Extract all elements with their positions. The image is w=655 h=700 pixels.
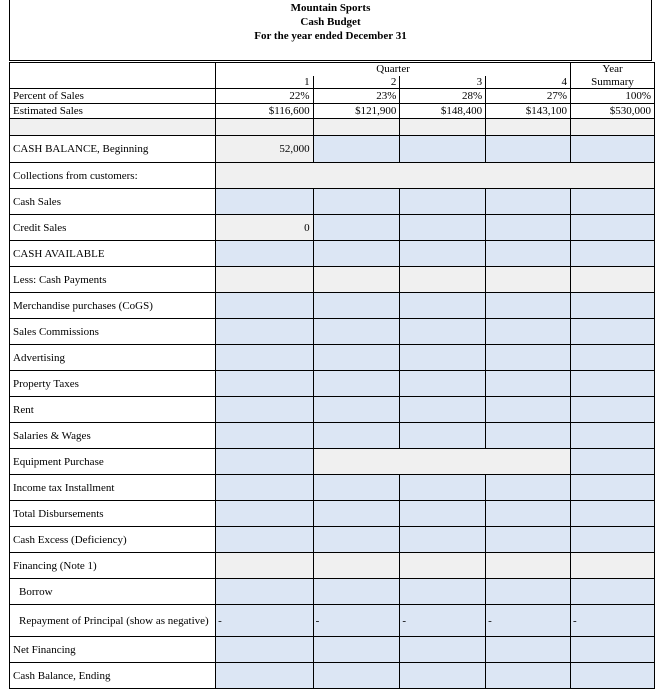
cash-ending-q3[interactable] [400, 663, 486, 689]
equipment-q1[interactable] [216, 449, 313, 475]
less-payments-row [10, 267, 655, 293]
cash-available-year[interactable] [571, 241, 655, 267]
income-tax-q2[interactable] [313, 475, 400, 501]
cash-ending-q2[interactable] [313, 663, 400, 689]
cash-beginning-q2[interactable] [313, 136, 400, 163]
equipment-row [10, 449, 655, 475]
salaries-row [10, 423, 655, 449]
net-financing-row [10, 637, 655, 663]
rent-q2[interactable] [313, 397, 400, 423]
percent-q3: 28% [400, 89, 486, 104]
percent-q1: 22% [216, 89, 313, 104]
commissions-year[interactable] [571, 319, 655, 345]
cash-available-q3[interactable] [400, 241, 486, 267]
financing-label: Financing (Note 1) [10, 553, 216, 579]
financing-row [10, 553, 655, 579]
estimated-row [10, 104, 655, 119]
cash-sales-row [10, 189, 655, 215]
net-financing-q1[interactable] [216, 637, 313, 663]
estimated-total: $530,000 [571, 104, 655, 119]
salaries-q2[interactable] [313, 423, 400, 449]
col-q4: 4 [486, 76, 571, 89]
percent-q4: 27% [486, 89, 571, 104]
borrow-row [10, 579, 655, 605]
less-payments-label: Less: Cash Payments [10, 267, 216, 293]
credit-sales-q1: 0 [216, 215, 313, 241]
advertising-label: Advertising [10, 345, 216, 371]
cash-sales-q4[interactable] [486, 189, 571, 215]
commissions-label: Sales Commissions [10, 319, 216, 345]
col-q3: 3 [400, 76, 486, 89]
advertising-q4[interactable] [486, 345, 571, 371]
total-disb-q1[interactable] [216, 501, 313, 527]
borrow-q3[interactable] [400, 579, 486, 605]
property-taxes-q3[interactable] [400, 371, 486, 397]
repayment-q1[interactable]: - [216, 605, 313, 637]
equipment-label: Equipment Purchase [10, 449, 216, 475]
total-disb-label: Total Disbursements [10, 501, 216, 527]
repayment-label: Repayment of Principal (show as negative) [10, 605, 216, 637]
col-q1: 1 [216, 76, 313, 89]
collections-row [10, 163, 655, 189]
total-disb-q4[interactable] [486, 501, 571, 527]
income-tax-year[interactable] [571, 475, 655, 501]
spacer-row [10, 119, 655, 136]
advertising-year[interactable] [571, 345, 655, 371]
total-disb-year[interactable] [571, 501, 655, 527]
merch-q2[interactable] [313, 293, 400, 319]
salaries-q1[interactable] [216, 423, 313, 449]
repayment-q3[interactable]: - [400, 605, 486, 637]
estimated-q4: $143,100 [486, 104, 571, 119]
credit-sales-q2[interactable] [313, 215, 400, 241]
commissions-q4[interactable] [486, 319, 571, 345]
commissions-row [10, 319, 655, 345]
rent-year[interactable] [571, 397, 655, 423]
cash-excess-q3[interactable] [400, 527, 486, 553]
advertising-q3[interactable] [400, 345, 486, 371]
cash-beginning-q3[interactable] [400, 136, 486, 163]
report-title: Cash Budget [300, 16, 361, 28]
estimated-q3: $148,400 [400, 104, 486, 119]
net-financing-q2[interactable] [313, 637, 400, 663]
cash-ending-q4[interactable] [486, 663, 571, 689]
cash-sales-q1[interactable] [216, 189, 313, 215]
net-financing-q4[interactable] [486, 637, 571, 663]
net-financing-q3[interactable] [400, 637, 486, 663]
property-taxes-q1[interactable] [216, 371, 313, 397]
cash-excess-row [10, 527, 655, 553]
commissions-q1[interactable] [216, 319, 313, 345]
estimated-q1: $116,600 [216, 104, 313, 119]
borrow-q1[interactable] [216, 579, 313, 605]
cash-ending-label: Cash Balance, Ending [10, 663, 216, 689]
advertising-row [10, 345, 655, 371]
cash-excess-q1[interactable] [216, 527, 313, 553]
cash-ending-year[interactable] [571, 663, 655, 689]
cash-sales-q3[interactable] [400, 189, 486, 215]
property-taxes-year[interactable] [571, 371, 655, 397]
salaries-q4[interactable] [486, 423, 571, 449]
property-taxes-label: Property Taxes [10, 371, 216, 397]
borrow-year[interactable] [571, 579, 655, 605]
credit-sales-row [10, 215, 655, 241]
merch-row [10, 293, 655, 319]
total-disb-q2[interactable] [313, 501, 400, 527]
salaries-year[interactable] [571, 423, 655, 449]
percent-q2: 23% [313, 89, 400, 104]
total-disb-q3[interactable] [400, 501, 486, 527]
repayment-year[interactable]: - [571, 605, 655, 637]
salaries-label: Salaries & Wages [10, 423, 216, 449]
summary-heading: Summary [571, 76, 655, 89]
cash-excess-label: Cash Excess (Deficiency) [10, 527, 216, 553]
cash-available-q1[interactable] [216, 241, 313, 267]
company-name: Mountain Sports [290, 2, 371, 14]
year-heading: Year [571, 63, 655, 76]
cash-sales-year[interactable] [571, 189, 655, 215]
cash-excess-q2[interactable] [313, 527, 400, 553]
salaries-q3[interactable] [400, 423, 486, 449]
advertising-q2[interactable] [313, 345, 400, 371]
net-financing-label: Net Financing [10, 637, 216, 663]
header-row-numbers [10, 76, 655, 89]
merch-q3[interactable] [400, 293, 486, 319]
cash-available-label: CASH AVAILABLE [10, 241, 216, 267]
cash-beginning-label: CASH BALANCE, Beginning [10, 136, 216, 163]
cash-sales-q2[interactable] [313, 189, 400, 215]
credit-sales-year[interactable] [571, 215, 655, 241]
rent-q3[interactable] [400, 397, 486, 423]
cash-beginning-q1: 52,000 [216, 136, 313, 163]
merch-label: Merchandise purchases (CoGS) [10, 293, 216, 319]
report-header [9, 0, 652, 61]
credit-sales-label: Credit Sales [10, 215, 216, 241]
net-financing-year[interactable] [571, 637, 655, 663]
income-tax-q4[interactable] [486, 475, 571, 501]
repayment-q2[interactable]: - [313, 605, 400, 637]
rent-label: Rent [10, 397, 216, 423]
property-taxes-row [10, 371, 655, 397]
total-disb-row [10, 501, 655, 527]
property-taxes-q2[interactable] [313, 371, 400, 397]
rent-q4[interactable] [486, 397, 571, 423]
income-tax-label: Income tax Installment [10, 475, 216, 501]
estimated-q2: $121,900 [313, 104, 400, 119]
report-period: For the year ended December 31 [254, 30, 407, 42]
merch-year[interactable] [571, 293, 655, 319]
borrow-label: Borrow [10, 579, 216, 605]
repayment-q4[interactable]: - [486, 605, 571, 637]
rent-row [10, 397, 655, 423]
equipment-year[interactable] [571, 449, 655, 475]
cash-sales-label: Cash Sales [10, 189, 216, 215]
income-tax-row [10, 475, 655, 501]
cash-available-q4[interactable] [486, 241, 571, 267]
repayment-row [10, 605, 655, 637]
commissions-q3[interactable] [400, 319, 486, 345]
cash-beginning-year[interactable] [571, 136, 655, 163]
percent-label: Percent of Sales [10, 89, 216, 104]
cash-ending-q1[interactable] [216, 663, 313, 689]
rent-q1[interactable] [216, 397, 313, 423]
percent-row [10, 89, 655, 104]
merch-q1[interactable] [216, 293, 313, 319]
income-tax-q3[interactable] [400, 475, 486, 501]
income-tax-q1[interactable] [216, 475, 313, 501]
cash-beginning-q4[interactable] [486, 136, 571, 163]
col-q2: 2 [313, 76, 400, 89]
credit-sales-q3[interactable] [400, 215, 486, 241]
credit-sales-q4[interactable] [486, 215, 571, 241]
cash-available-row [10, 241, 655, 267]
borrow-q4[interactable] [486, 579, 571, 605]
cash-excess-year[interactable] [571, 527, 655, 553]
quarter-heading: Quarter [216, 63, 571, 76]
cash-available-q2[interactable] [313, 241, 400, 267]
merch-q4[interactable] [486, 293, 571, 319]
commissions-q2[interactable] [313, 319, 400, 345]
property-taxes-q4[interactable] [486, 371, 571, 397]
percent-total: 100% [571, 89, 655, 104]
advertising-q1[interactable] [216, 345, 313, 371]
estimated-label: Estimated Sales [10, 104, 216, 119]
cash-beginning-row [10, 136, 655, 163]
header-row-quarter [10, 63, 655, 76]
collections-label: Collections from customers: [10, 163, 216, 189]
cash-ending-row [10, 663, 655, 689]
budget-table [9, 62, 655, 689]
cash-excess-q4[interactable] [486, 527, 571, 553]
borrow-q2[interactable] [313, 579, 400, 605]
